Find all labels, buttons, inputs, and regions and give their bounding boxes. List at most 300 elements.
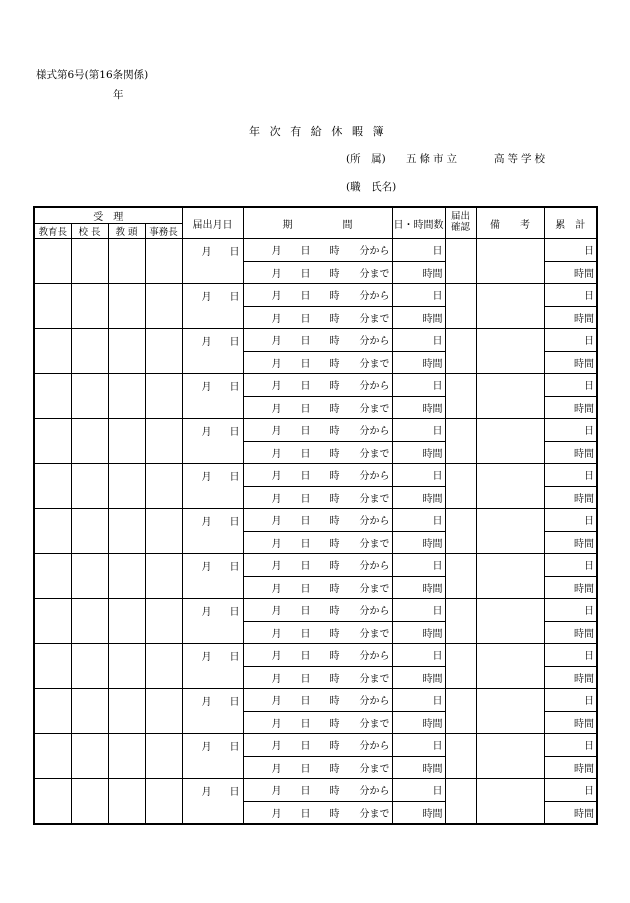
entry-row-top xyxy=(34,734,597,757)
notified-date-blank-cell[interactable] xyxy=(182,576,243,599)
hour-label: 時 xyxy=(329,268,340,280)
remarks-cell[interactable] xyxy=(476,554,544,599)
day-label: 日 xyxy=(300,516,311,528)
period-until-cell[interactable] xyxy=(243,531,392,554)
remarks-cell[interactable] xyxy=(476,689,544,734)
notified-date-cell[interactable] xyxy=(182,239,243,262)
vice-principal-seal-cell[interactable] xyxy=(108,374,145,419)
until-label: 分まで xyxy=(359,268,390,280)
superintendent-seal-cell[interactable] xyxy=(34,239,71,284)
notified-date-blank-cell[interactable] xyxy=(182,351,243,374)
period-from-cell[interactable] xyxy=(243,734,392,757)
principal-seal-cell[interactable] xyxy=(71,599,108,644)
vice-principal-seal-cell[interactable] xyxy=(108,464,145,509)
period-from-cell[interactable] xyxy=(243,329,392,352)
hours-unit-label: 時間 xyxy=(574,403,594,415)
office-manager-seal-cell[interactable] xyxy=(145,779,182,825)
remarks-cell[interactable] xyxy=(476,374,544,419)
remarks-cell[interactable] xyxy=(476,599,544,644)
days-unit-label: 日 xyxy=(584,606,594,618)
principal-seal-cell[interactable] xyxy=(71,329,108,374)
entry-row-top xyxy=(34,689,597,712)
notified-date-cell[interactable] xyxy=(182,509,243,532)
days-cell[interactable] xyxy=(392,419,445,442)
days-cell[interactable] xyxy=(392,779,445,802)
superintendent-seal-cell[interactable] xyxy=(34,599,71,644)
cumulative-days-cell[interactable] xyxy=(544,374,597,397)
remarks-cell[interactable] xyxy=(476,464,544,509)
hours-cell[interactable] xyxy=(392,711,445,734)
notified-date-cell[interactable] xyxy=(182,419,243,442)
from-label: 分から xyxy=(359,471,390,483)
vice-principal-seal-cell[interactable] xyxy=(108,734,145,779)
day-label: 日 xyxy=(300,336,311,348)
cumulative-hours-cell[interactable] xyxy=(544,396,597,419)
period-from-cell[interactable] xyxy=(243,599,392,622)
principal-seal-cell[interactable] xyxy=(71,644,108,689)
days-cell[interactable] xyxy=(392,329,445,352)
day-label: 日 xyxy=(229,246,240,258)
notified-date-cell[interactable] xyxy=(182,464,243,487)
cumulative-days-cell[interactable] xyxy=(544,554,597,577)
month-label: 月 xyxy=(271,246,282,258)
notified-confirm-cell[interactable] xyxy=(445,599,476,644)
hours-unit-label: 時間 xyxy=(574,268,594,280)
cumulative-days-cell[interactable] xyxy=(544,779,597,802)
notified-confirm-cell[interactable] xyxy=(445,464,476,509)
notified-date-cell[interactable] xyxy=(182,599,243,622)
leave-ledger-table xyxy=(33,206,598,825)
remarks-cell[interactable] xyxy=(476,419,544,464)
notified-date-blank-cell[interactable] xyxy=(182,711,243,734)
from-label: 分から xyxy=(359,246,390,258)
notified-date-header: 届出月日 xyxy=(182,207,243,239)
notified-confirm-cell[interactable] xyxy=(445,689,476,734)
period-from-cell[interactable] xyxy=(243,239,392,262)
principal-seal-cell[interactable] xyxy=(71,464,108,509)
cumulative-days-cell[interactable] xyxy=(544,509,597,532)
day-label: 日 xyxy=(229,291,240,303)
day-label: 日 xyxy=(300,606,311,618)
notified-date-blank-cell[interactable] xyxy=(182,306,243,329)
hour-label: 時 xyxy=(329,606,340,618)
notified-confirm-cell[interactable] xyxy=(445,644,476,689)
days-cell[interactable] xyxy=(392,689,445,712)
cumulative-days-cell[interactable] xyxy=(544,284,597,307)
notified-confirm-cell[interactable] xyxy=(445,284,476,329)
until-label: 分まで xyxy=(359,403,390,415)
period-until-cell[interactable] xyxy=(243,576,392,599)
cumulative-days-cell[interactable] xyxy=(544,239,597,262)
vice-principal-seal-cell[interactable] xyxy=(108,419,145,464)
hours-unit-label: 時間 xyxy=(422,403,443,415)
cumulative-hours-cell[interactable] xyxy=(544,441,597,464)
office-manager-seal-cell[interactable] xyxy=(145,644,182,689)
remarks-cell[interactable] xyxy=(476,644,544,689)
hour-label: 時 xyxy=(329,471,340,483)
day-label: 日 xyxy=(300,426,311,438)
notified-date-cell[interactable] xyxy=(182,734,243,757)
notified-confirm-cell[interactable] xyxy=(445,554,476,599)
superintendent-seal-cell[interactable] xyxy=(34,374,71,419)
principal-seal-cell[interactable] xyxy=(71,284,108,329)
month-label: 月 xyxy=(201,786,212,798)
entry-row-top xyxy=(34,329,597,352)
superintendent-seal-cell[interactable] xyxy=(34,509,71,554)
hours-cell[interactable] xyxy=(392,576,445,599)
day-label: 日 xyxy=(300,561,311,573)
until-label: 分まで xyxy=(359,493,390,505)
principal-seal-cell[interactable] xyxy=(71,239,108,284)
notified-date-cell[interactable] xyxy=(182,284,243,307)
cumulative-days-cell[interactable] xyxy=(544,734,597,757)
hours-cell[interactable] xyxy=(392,801,445,824)
vice-principal-seal-cell[interactable] xyxy=(108,239,145,284)
superintendent-seal-cell[interactable] xyxy=(34,554,71,599)
notified-confirm-line1: 届出 xyxy=(450,211,470,223)
superintendent-seal-cell[interactable] xyxy=(34,419,71,464)
cumulative-hours-cell[interactable] xyxy=(544,576,597,599)
notified-confirm-cell[interactable] xyxy=(445,419,476,464)
vice-principal-seal-cell[interactable] xyxy=(108,689,145,734)
days-cell[interactable] xyxy=(392,509,445,532)
days-unit-label: 日 xyxy=(432,786,443,798)
hours-cell[interactable] xyxy=(392,621,445,644)
notified-date-cell[interactable] xyxy=(182,689,243,712)
superintendent-seal-cell[interactable] xyxy=(34,284,71,329)
notified-date-cell[interactable] xyxy=(182,554,243,577)
superintendent-seal-cell[interactable] xyxy=(34,644,71,689)
notified-date-blank-cell[interactable] xyxy=(182,801,243,824)
period-until-cell[interactable] xyxy=(243,441,392,464)
month-label: 月 xyxy=(271,606,282,618)
period-until-cell[interactable] xyxy=(243,351,392,374)
period-from-cell[interactable] xyxy=(243,464,392,487)
period-until-cell[interactable] xyxy=(243,261,392,284)
vice-principal-seal-cell[interactable] xyxy=(108,644,145,689)
notified-date-blank-cell[interactable] xyxy=(182,531,243,554)
hour-label: 時 xyxy=(329,786,340,798)
month-label: 月 xyxy=(271,291,282,303)
hours-unit-label: 時間 xyxy=(574,583,594,595)
day-label: 日 xyxy=(300,381,311,393)
month-label: 月 xyxy=(271,763,282,775)
principal-seal-cell[interactable] xyxy=(71,734,108,779)
until-label: 分まで xyxy=(359,313,390,325)
principal-seal-cell[interactable] xyxy=(71,689,108,734)
cumulative-days-cell[interactable] xyxy=(544,464,597,487)
notified-confirm-cell[interactable] xyxy=(445,329,476,374)
period-from-cell[interactable] xyxy=(243,284,392,307)
notified-date-cell[interactable] xyxy=(182,779,243,802)
period-from-cell[interactable] xyxy=(243,779,392,802)
hours-cell[interactable] xyxy=(392,441,445,464)
notified-date-blank-cell[interactable] xyxy=(182,261,243,284)
hours-cell[interactable] xyxy=(392,486,445,509)
hour-label: 時 xyxy=(329,808,340,820)
cumulative-hours-cell[interactable] xyxy=(544,756,597,779)
cumulative-days-cell[interactable] xyxy=(544,644,597,667)
remarks-cell[interactable] xyxy=(476,734,544,779)
period-from-cell[interactable] xyxy=(243,554,392,577)
remarks-cell[interactable] xyxy=(476,284,544,329)
cumulative-days-cell[interactable] xyxy=(544,689,597,712)
month-label: 月 xyxy=(271,583,282,595)
day-label: 日 xyxy=(300,538,311,550)
from-label: 分から xyxy=(359,561,390,573)
day-label: 日 xyxy=(300,583,311,595)
days-unit-label: 日 xyxy=(432,696,443,708)
cumulative-hours-cell[interactable] xyxy=(544,621,597,644)
notified-confirm-cell[interactable] xyxy=(445,374,476,419)
day-label: 日 xyxy=(300,651,311,663)
day-label: 日 xyxy=(229,471,240,483)
notified-date-blank-cell[interactable] xyxy=(182,396,243,419)
days-unit-label: 日 xyxy=(432,606,443,618)
superintendent-seal-cell[interactable] xyxy=(34,329,71,374)
period-until-cell[interactable] xyxy=(243,801,392,824)
office-manager-seal-cell[interactable] xyxy=(145,419,182,464)
month-label: 月 xyxy=(271,493,282,505)
notified-confirm-cell[interactable] xyxy=(445,239,476,284)
hour-label: 時 xyxy=(329,358,340,370)
hours-unit-label: 時間 xyxy=(422,538,443,550)
hours-unit-label: 時間 xyxy=(422,718,443,730)
principal-seal-cell[interactable] xyxy=(71,419,108,464)
hour-label: 時 xyxy=(329,516,340,528)
remarks-cell[interactable] xyxy=(476,509,544,554)
period-until-cell[interactable] xyxy=(243,396,392,419)
month-label: 月 xyxy=(271,696,282,708)
month-label: 月 xyxy=(271,313,282,325)
office-manager-seal-cell[interactable] xyxy=(145,554,182,599)
hour-label: 時 xyxy=(329,741,340,753)
from-label: 分から xyxy=(359,786,390,798)
hours-unit-label: 時間 xyxy=(422,493,443,505)
remarks-cell[interactable] xyxy=(476,779,544,825)
hour-label: 時 xyxy=(329,313,340,325)
entry-row-top xyxy=(34,554,597,577)
period-until-cell[interactable] xyxy=(243,486,392,509)
period-from-cell[interactable] xyxy=(243,509,392,532)
affiliation-label: (所 属) xyxy=(346,153,386,165)
days-cell[interactable] xyxy=(392,554,445,577)
month-label: 月 xyxy=(271,786,282,798)
days-cell[interactable] xyxy=(392,374,445,397)
period-until-cell[interactable] xyxy=(243,621,392,644)
until-label: 分まで xyxy=(359,808,390,820)
month-label: 月 xyxy=(271,808,282,820)
principal-seal-cell[interactable] xyxy=(71,374,108,419)
superintendent-seal-cell[interactable] xyxy=(34,464,71,509)
period-until-cell[interactable] xyxy=(243,306,392,329)
cumulative-days-cell[interactable] xyxy=(544,419,597,442)
notified-confirm-header xyxy=(445,207,476,239)
vice-principal-seal-cell[interactable] xyxy=(108,329,145,374)
days-cell[interactable] xyxy=(392,239,445,262)
period-until-cell[interactable] xyxy=(243,756,392,779)
notified-date-blank-cell[interactable] xyxy=(182,486,243,509)
cumulative-hours-cell[interactable] xyxy=(544,711,597,734)
hours-unit-label: 時間 xyxy=(422,583,443,595)
period-until-cell[interactable] xyxy=(243,711,392,734)
office-manager-seal-cell[interactable] xyxy=(145,509,182,554)
hours-cell[interactable] xyxy=(392,351,445,374)
hours-cell[interactable] xyxy=(392,756,445,779)
month-label: 月 xyxy=(271,741,282,753)
day-label: 日 xyxy=(300,673,311,685)
day-label: 日 xyxy=(300,786,311,798)
days-unit-label: 日 xyxy=(432,516,443,528)
cumulative-hours-cell[interactable] xyxy=(544,261,597,284)
hours-cell[interactable] xyxy=(392,531,445,554)
days-unit-label: 日 xyxy=(432,336,443,348)
days-unit-label: 日 xyxy=(584,381,594,393)
hour-label: 時 xyxy=(329,291,340,303)
hours-cell[interactable] xyxy=(392,261,445,284)
office-manager-seal-cell[interactable] xyxy=(145,374,182,419)
period-from-cell[interactable] xyxy=(243,419,392,442)
period-until-cell[interactable] xyxy=(243,666,392,689)
from-label: 分から xyxy=(359,426,390,438)
month-label: 月 xyxy=(271,516,282,528)
notified-date-cell[interactable] xyxy=(182,329,243,352)
hours-unit-label: 時間 xyxy=(422,448,443,460)
month-label: 月 xyxy=(201,336,212,348)
month-label: 月 xyxy=(271,381,282,393)
notified-confirm-cell[interactable] xyxy=(445,509,476,554)
office-manager-seal-cell[interactable] xyxy=(145,464,182,509)
superintendent-seal-cell[interactable] xyxy=(34,734,71,779)
cumulative-hours-cell[interactable] xyxy=(544,666,597,689)
cumulative-days-cell[interactable] xyxy=(544,329,597,352)
principal-seal-cell[interactable] xyxy=(71,554,108,599)
from-label: 分から xyxy=(359,696,390,708)
entry-row-top xyxy=(34,644,597,667)
superintendent-seal-cell[interactable] xyxy=(34,689,71,734)
entry-row-top xyxy=(34,779,597,802)
vice-principal-header: 教 頭 xyxy=(108,224,145,239)
cumulative-days-cell[interactable] xyxy=(544,599,597,622)
days-cell[interactable] xyxy=(392,734,445,757)
cumulative-hours-cell[interactable] xyxy=(544,351,597,374)
day-label: 日 xyxy=(300,763,311,775)
day-label: 日 xyxy=(300,493,311,505)
hour-label: 時 xyxy=(329,718,340,730)
receipt-header: 受 理 xyxy=(34,207,182,224)
day-label: 日 xyxy=(300,313,311,325)
month-label: 月 xyxy=(271,538,282,550)
notified-confirm-line2: 確認 xyxy=(450,222,470,233)
hours-unit-label: 時間 xyxy=(574,448,594,460)
hour-label: 時 xyxy=(329,561,340,573)
day-label: 日 xyxy=(229,336,240,348)
hour-label: 時 xyxy=(329,628,340,640)
notified-confirm-cell[interactable] xyxy=(445,779,476,825)
month-label: 月 xyxy=(271,673,282,685)
superintendent-seal-cell[interactable] xyxy=(34,779,71,825)
office-manager-seal-cell[interactable] xyxy=(145,329,182,374)
day-label: 日 xyxy=(300,808,311,820)
cumulative-hours-cell[interactable] xyxy=(544,531,597,554)
from-label: 分から xyxy=(359,516,390,528)
hours-unit-label: 時間 xyxy=(422,628,443,640)
office-manager-seal-cell[interactable] xyxy=(145,239,182,284)
days-unit-label: 日 xyxy=(432,651,443,663)
cumulative-hours-cell[interactable] xyxy=(544,801,597,824)
hour-label: 時 xyxy=(329,696,340,708)
entry-row-top xyxy=(34,419,597,442)
vice-principal-seal-cell[interactable] xyxy=(108,599,145,644)
days-unit-label: 日 xyxy=(432,291,443,303)
vice-principal-seal-cell[interactable] xyxy=(108,779,145,825)
notified-date-cell[interactable] xyxy=(182,374,243,397)
office-manager-seal-cell[interactable] xyxy=(145,689,182,734)
notified-date-cell[interactable] xyxy=(182,644,243,667)
cumulative-hours-cell[interactable] xyxy=(544,486,597,509)
hours-cell[interactable] xyxy=(392,306,445,329)
office-manager-seal-cell[interactable] xyxy=(145,284,182,329)
month-label: 月 xyxy=(271,651,282,663)
notified-date-blank-cell[interactable] xyxy=(182,756,243,779)
period-from-cell[interactable] xyxy=(243,374,392,397)
month-label: 月 xyxy=(271,628,282,640)
remarks-cell[interactable] xyxy=(476,329,544,374)
hour-label: 時 xyxy=(329,651,340,663)
principal-seal-cell[interactable] xyxy=(71,509,108,554)
office-manager-seal-cell[interactable] xyxy=(145,599,182,644)
month-label: 月 xyxy=(201,561,212,573)
notified-date-blank-cell[interactable] xyxy=(182,621,243,644)
days-cell[interactable] xyxy=(392,644,445,667)
hour-label: 時 xyxy=(329,246,340,258)
vice-principal-seal-cell[interactable] xyxy=(108,284,145,329)
affiliation-city: 五條市立 xyxy=(406,153,460,165)
vice-principal-seal-cell[interactable] xyxy=(108,554,145,599)
hour-label: 時 xyxy=(329,381,340,393)
entry-row-top xyxy=(34,599,597,622)
notified-date-blank-cell[interactable] xyxy=(182,666,243,689)
hours-unit-label: 時間 xyxy=(422,763,443,775)
hour-label: 時 xyxy=(329,493,340,505)
days-cell[interactable] xyxy=(392,284,445,307)
hours-unit-label: 時間 xyxy=(574,538,594,550)
period-from-cell[interactable] xyxy=(243,644,392,667)
principal-header: 校 長 xyxy=(71,224,108,239)
from-label: 分から xyxy=(359,606,390,618)
notified-date-blank-cell[interactable] xyxy=(182,441,243,464)
days-cell[interactable] xyxy=(392,464,445,487)
cumulative-hours-cell[interactable] xyxy=(544,306,597,329)
hours-unit-label: 時間 xyxy=(574,763,594,775)
office-manager-header: 事務長 xyxy=(145,224,182,239)
days-cell[interactable] xyxy=(392,599,445,622)
notified-confirm-cell[interactable] xyxy=(445,734,476,779)
day-label: 日 xyxy=(300,628,311,640)
hours-cell[interactable] xyxy=(392,396,445,419)
day-label: 日 xyxy=(229,606,240,618)
office-manager-seal-cell[interactable] xyxy=(145,734,182,779)
period-from-cell[interactable] xyxy=(243,689,392,712)
remarks-cell[interactable] xyxy=(476,239,544,284)
days-unit-label: 日 xyxy=(584,516,594,528)
hours-cell[interactable] xyxy=(392,666,445,689)
vice-principal-seal-cell[interactable] xyxy=(108,509,145,554)
month-label: 月 xyxy=(271,403,282,415)
month-label: 月 xyxy=(271,426,282,438)
principal-seal-cell[interactable] xyxy=(71,779,108,825)
document-title: 年次有給休暇簿 xyxy=(249,125,394,138)
